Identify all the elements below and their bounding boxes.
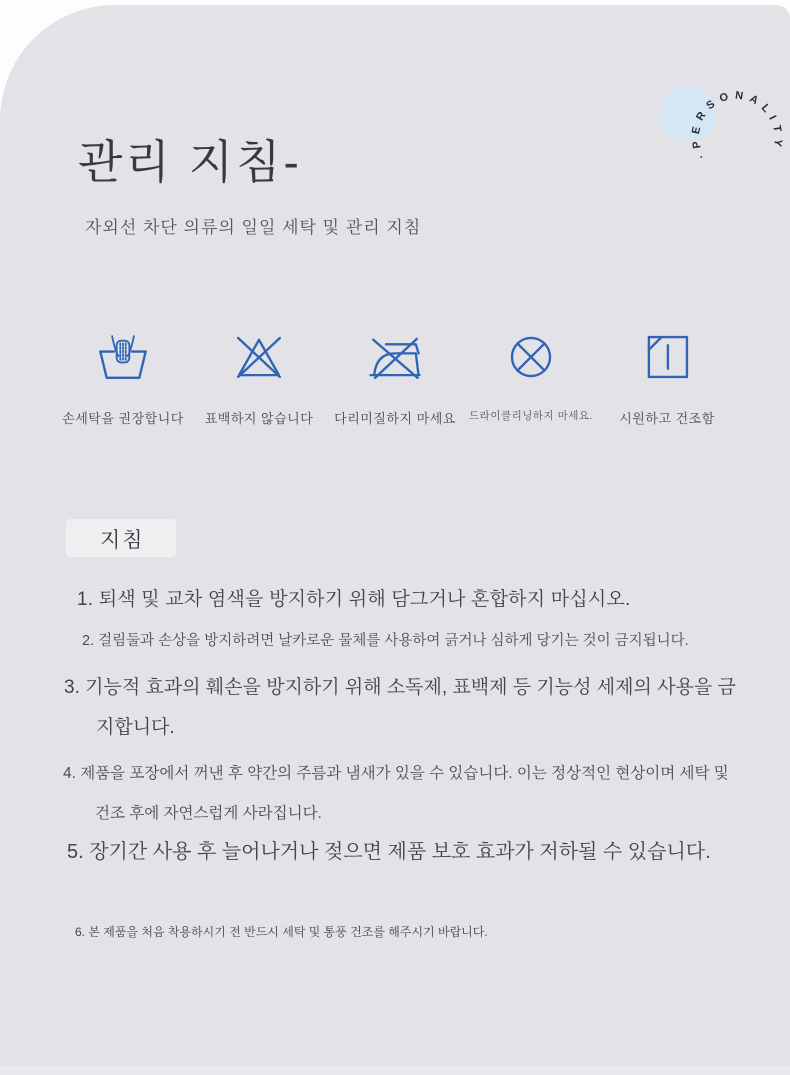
care-icon-label: 손세탁을 권장합니다 — [62, 411, 184, 426]
dry-in-shade-icon — [638, 328, 696, 386]
instruction-item-1: 1. 퇴색 및 교차 염색을 방지하기 위해 담그거나 혼합하지 마십시오. — [77, 589, 631, 610]
badge-circular-text: ·PERSONALITY — [689, 89, 785, 161]
care-icon-label: 다리미질하지 마세요 — [334, 411, 456, 426]
do-not-dry-clean-icon — [502, 328, 560, 386]
personality-badge-graphic — [655, 58, 790, 193]
do-not-bleach-icon — [230, 328, 288, 386]
care-item-do-not-bleach — [191, 328, 327, 427]
care-icon-label: 드라이클리닝하지 마세요. — [469, 410, 593, 422]
bottom-strip — [0, 1066, 790, 1075]
care-icon-label: 시원하고 건조함 — [619, 411, 715, 426]
page-title: 관리 지침- — [78, 136, 302, 188]
instruction-item-3: 3. 기능적 효과의 훼손을 방지하기 위해 소독제, 표백제 등 기능성 세제의 사용을 금지합니다. — [64, 677, 736, 738]
instruction-item-4: 4. 제품을 포장에서 꺼낸 후 약간의 주름과 냄새가 있을 수 있습니다. 이는 정상적인 현상이며 세탁 및 건조 후에 자연스럽게 사라집니다. — [63, 765, 729, 822]
care-item-hand-wash — [55, 328, 191, 427]
instruction-item-5: 5. 장기간 사용 후 늘어나거나 젖으면 제품 보호 효과가 저하될 수 있습니다. — [67, 841, 711, 863]
care-item-do-not-iron — [327, 328, 463, 427]
hand-wash-icon — [94, 328, 152, 386]
instruction-item-6: 6. 본 제품을 처음 착용하시기 전 반드시 세탁 및 통풍 건조를 해주시기 바랍니다. — [75, 925, 488, 939]
instruction-item-2: 2. 걸림둘과 손상을 방지하려면 날카로운 물체를 사용하여 긁거나 심하게 당기는 것이 금지됩니다. — [82, 633, 689, 649]
instructions-heading: 지침 — [100, 529, 145, 552]
care-item-dry-in-shade — [599, 328, 735, 427]
care-icons-row — [55, 328, 735, 427]
personality-badge — [655, 58, 790, 193]
do-not-iron-icon — [366, 328, 424, 386]
care-icon-label: 표백하지 않습니다 — [204, 411, 314, 426]
care-item-do-not-dry-clean — [463, 328, 599, 427]
page-subtitle: 자외선 차단 의류의 일일 세탁 및 관리 지침 — [85, 218, 422, 237]
